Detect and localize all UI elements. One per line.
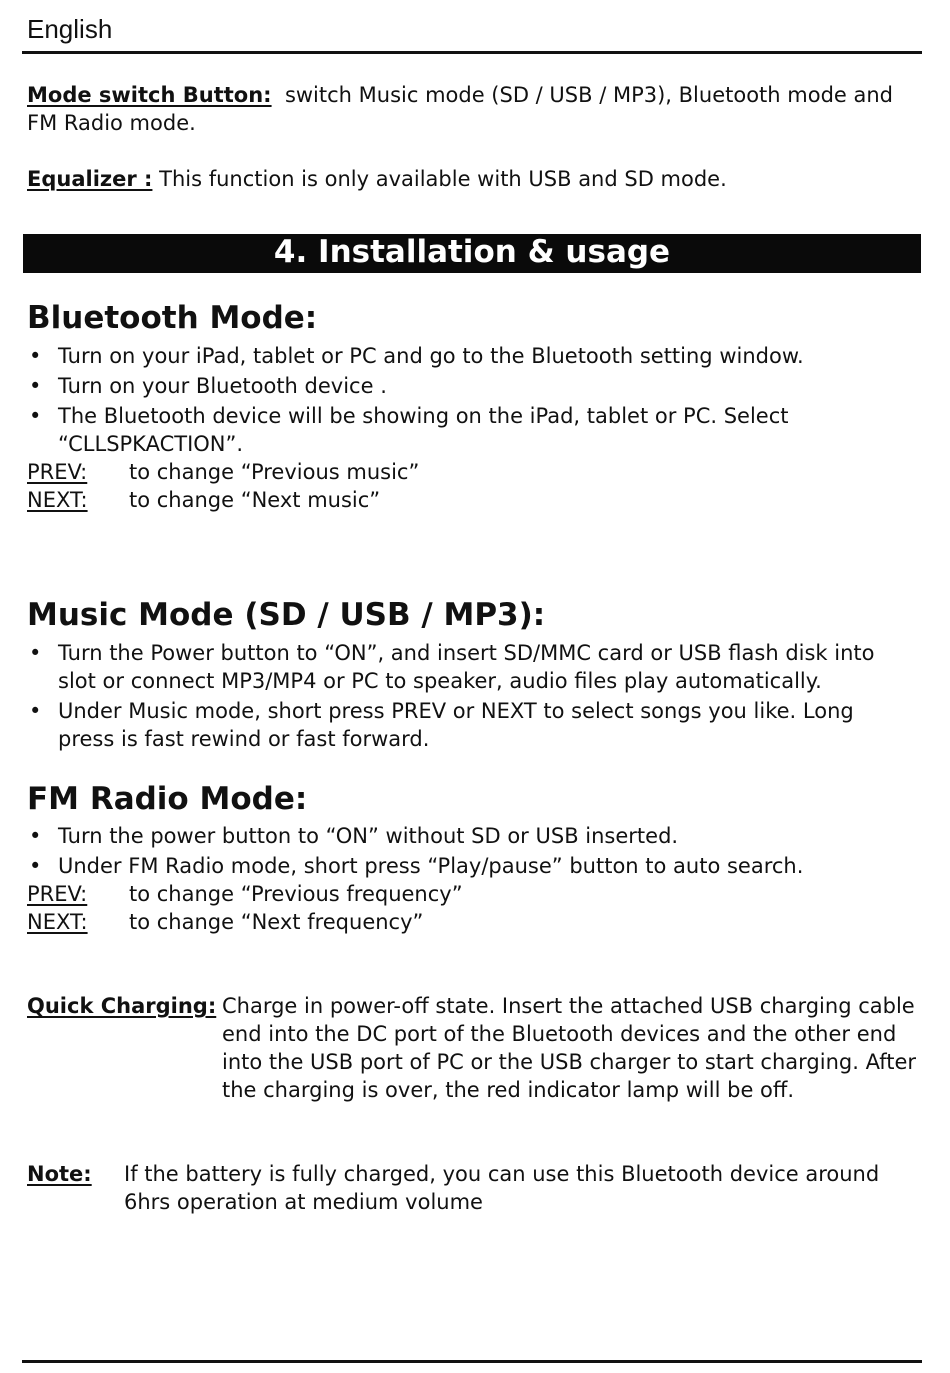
- next-label: NEXT:: [27, 488, 88, 512]
- fm-heading: FM Radio Mode:: [27, 781, 308, 817]
- mode-switch-label: Mode switch Button:: [27, 83, 272, 107]
- equalizer-label: Equalizer :: [27, 167, 153, 191]
- fm-bullet-list: [27, 822, 917, 882]
- note-label: Note:: [27, 1162, 92, 1186]
- charging-label: Quick Charging:: [27, 994, 217, 1018]
- top-rule: [22, 51, 922, 54]
- list-item: • Turn the Power button to “ON”, and insert SD/MMC card or USB flash disk into slot or connect MP3/MP4 or PC to speaker, audio files play automatically.: [29, 641, 875, 693]
- list-item: • The Bluetooth device will be showing on the iPad, tablet or PC. Select “CLLSPKACTION”.: [29, 404, 789, 456]
- music-heading: Music Mode (SD / USB / MP3):: [27, 597, 546, 633]
- mode-switch-text: switch Music mode (SD / USB / MP3), Bluetooth mode and FM Radio mode.: [27, 83, 894, 135]
- next-text: to change “Next music”: [129, 488, 381, 512]
- music-bullet-list: [27, 639, 917, 755]
- list-item: • Turn on your Bluetooth device .: [29, 374, 387, 398]
- next-text: to change “Next frequency”: [129, 910, 424, 934]
- equalizer-paragraph: [27, 165, 917, 193]
- fm-prev-row: [27, 880, 463, 908]
- charging-text: Charge in power-off state. Insert the attached USB charging cable end into the DC port of the Bluetooth devices and the other end into the USB port of PC or the USB charger to start charging. After the charging is over, the red indicator lamp will be off.: [222, 994, 917, 1102]
- list-item: • Turn the power button to “ON” without SD or USB inserted.: [29, 824, 679, 848]
- bluetooth-next-row: [27, 486, 380, 514]
- bluetooth-prev-row: [27, 458, 419, 486]
- prev-label: PREV:: [27, 882, 88, 906]
- language-label: English: [27, 14, 113, 44]
- bottom-rule: [22, 1360, 922, 1363]
- list-item: • Under FM Radio mode, short press “Play/pause” button to auto search.: [29, 854, 804, 878]
- prev-text: to change “Previous music”: [129, 460, 420, 484]
- list-item: • Turn on your iPad, tablet or PC and go to the Bluetooth setting window.: [29, 344, 804, 368]
- bluetooth-heading: Bluetooth Mode:: [27, 300, 318, 336]
- section-title-banner: 4. Installation & usage: [23, 234, 921, 273]
- equalizer-text: This function is only available with USB and SD mode.: [159, 167, 727, 191]
- fm-next-row: [27, 908, 423, 936]
- prev-label: PREV:: [27, 460, 88, 484]
- note-text: If the battery is fully charged, you can use this Bluetooth device around 6hrs operation at medium volume: [124, 1162, 880, 1214]
- prev-text: to change “Previous frequency”: [129, 882, 463, 906]
- bluetooth-bullet-list: [27, 342, 917, 460]
- list-item: • Under Music mode, short press PREV or NEXT to select songs you like. Long press is fast rewind or fast forward.: [29, 699, 854, 751]
- mode-switch-paragraph: [27, 81, 917, 137]
- next-label: NEXT:: [27, 910, 88, 934]
